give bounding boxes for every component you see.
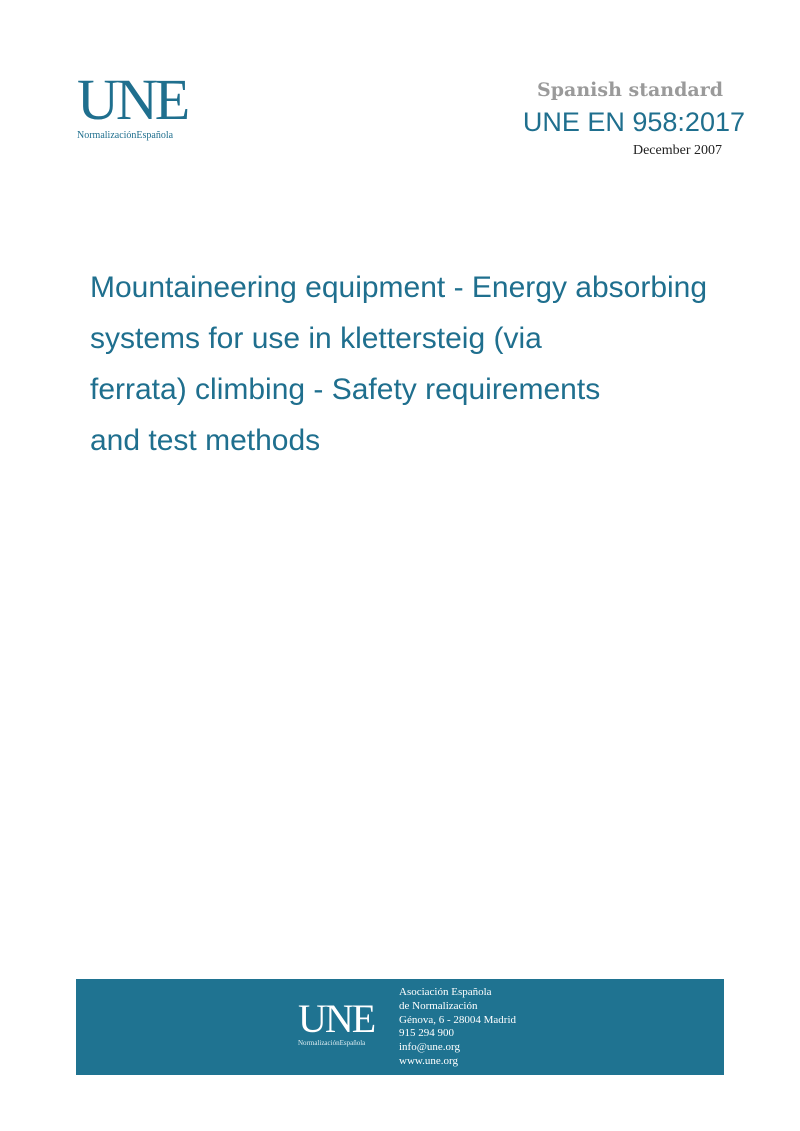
address-website[interactable]: www.une.org — [399, 1054, 458, 1067]
logo-subtitle-b: Española — [136, 130, 174, 141]
footer-logo-subtitle-a: Normalización — [298, 1039, 340, 1047]
address-phone: 915 294 900 — [399, 1027, 454, 1040]
standard-code: UNE EN 958:2017 — [522, 107, 745, 137]
address-email[interactable]: info@une.org — [399, 1041, 460, 1054]
footer-address — [399, 986, 516, 1069]
document-title — [90, 262, 770, 466]
title-line: Mountaineering equipment - Energy absorbing — [90, 271, 708, 304]
footer-logo-subtitle-b: Española — [339, 1039, 366, 1047]
address-org: Asociación Española — [399, 986, 492, 998]
standard-label: Spanish standard — [537, 79, 723, 101]
footer-logo-mark: UNE — [298, 996, 375, 1041]
logo-subtitle — [77, 130, 187, 141]
title-line: ferrata) climbing - Safety requirements — [90, 373, 601, 406]
footer-logo-subtitle — [298, 1039, 374, 1047]
title-line: and test methods — [90, 424, 321, 457]
address-org-2: de Normalización — [399, 999, 478, 1012]
logo-mark: UNE — [77, 67, 188, 132]
standard-date: December 2007 — [632, 143, 722, 158]
logo-subtitle-a: Normalización — [77, 130, 137, 141]
footer-banner — [76, 979, 724, 1075]
une-logo — [77, 67, 188, 141]
address-street: Génova, 6 - 28004 Madrid — [399, 1013, 517, 1026]
title-line: systems for use in klettersteig (via — [90, 322, 542, 355]
footer-logo — [298, 996, 375, 1047]
